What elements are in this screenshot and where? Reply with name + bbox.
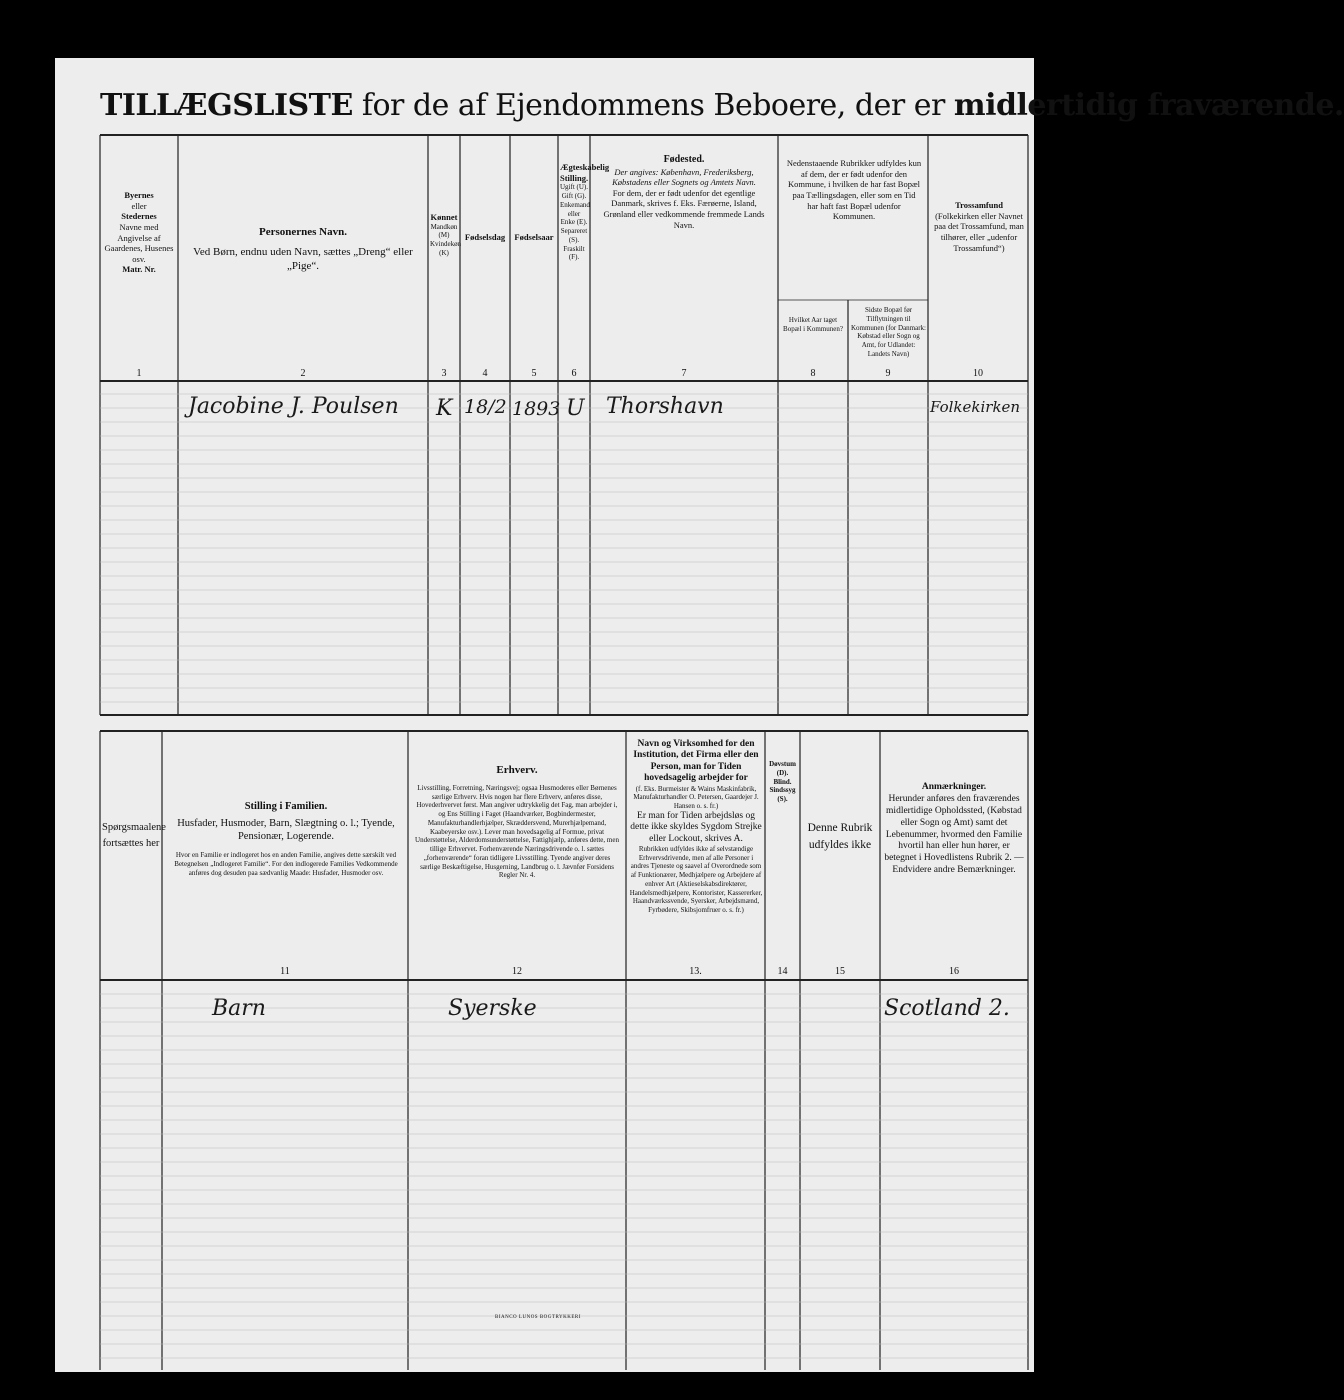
occupation: Syerske (448, 996, 537, 1021)
header-col12-a: Erhverv. (496, 764, 538, 776)
header-col13-c: Er man for Tiden arbejdsløs og dette ikke skyldes Sygdom Strejke eller Lockout, skrives A. (630, 810, 762, 844)
header-col2 (182, 226, 424, 273)
col-number-8: 8 (810, 368, 816, 379)
header-col6 (560, 162, 610, 262)
header-col10-b: (Folkekirken eller Navnet paa det Trossamfund, man tilhører, eller „udenfor Trossamfund“) (934, 210, 1024, 253)
col-number-10: 10 (973, 368, 983, 379)
header-col1-e: Matr. Nr. (122, 264, 156, 275)
header-col3 (430, 212, 462, 258)
header-col16-a: Anmærkninger. (921, 782, 987, 792)
header-col15: Denne Rubrik udfyldes ikke (807, 822, 873, 852)
col-number-13: 13. (689, 966, 702, 977)
printer-imprint: BIANCO LUNOS BOGTRYKKERI (495, 1315, 581, 1320)
col-number-3: 3 (441, 368, 447, 379)
person-birthyear: 1893 (512, 398, 561, 420)
col-number-15: 15 (835, 966, 845, 977)
header-col3-a: Kønnet (430, 212, 458, 222)
header-col1-a: Byernes (124, 190, 154, 200)
title-middle: for de af Ejendommens Beboere, der er (361, 88, 945, 123)
header-col5: Fødselsaar (514, 232, 554, 242)
header-col2-a: Personernes Navn. (259, 226, 347, 238)
header-col7 (596, 154, 772, 230)
title-end: midlertidig fraværende. (953, 88, 1344, 123)
col-number-2: 2 (300, 368, 306, 379)
person-marital-status: U (566, 396, 585, 421)
header-col16-b: Herunder anføres den fraværendes midlertidige Opholdssted, (Købstad eller Sogn og Amt) samt det Lebenummer, hvormed den Familie hvortil han eller hun hører, er betegnet i Hovedlistens Rubrik 2. — Endvidere andre Bemærkninger. (884, 793, 1024, 876)
col-number-12: 12 (512, 966, 522, 977)
header-col10 (932, 200, 1026, 253)
col-number-16: 16 (949, 966, 959, 977)
person-sex: K (436, 396, 453, 421)
header-col9: Sidste Bopæl før Tilflytningen til Kommunen (for Danmark: Købstad eller Sogn og Amt, for Udlandet: Landets Navn) (850, 306, 927, 358)
header-col11 (170, 800, 402, 878)
header-col13-a: Navn og Virksomhed for den Institution, det Firma eller den Person, man for Tiden hovedsagelig arbejder for (633, 739, 759, 784)
header-col89: Nedenstaaende Rubrikker udfyldes kun af dem, der er født udenfor den Kommune, i hvilken de har fast Bopæl paa Tællingsdagen, eller som en Tid har haft fast Bopæl udenfor Kommunen. (786, 158, 922, 222)
header-col12 (414, 764, 620, 880)
header-col6-a: Ægteskabelig Stilling. (560, 162, 610, 183)
family-position: Barn (212, 996, 266, 1021)
header-col11-a: Stilling i Familien. (244, 801, 328, 812)
person-name: Jacobine J. Poulsen (188, 394, 399, 419)
header-col10b: Spørgsmaalene fortsættes her (102, 822, 166, 849)
header-col1-d: Navne med Angivelse af Gaardenes, Husenes osv. (104, 221, 174, 264)
header-col8: Hvilket Aar taget Bopæl i Kommunen? (783, 316, 843, 333)
person-religion: Folkekirken (930, 398, 1021, 416)
header-col11-c: Hvor en Familie er indlogeret hos en anden Familie, angives dette særskilt ved Betegnelsen „Indlogeret Familie“. For den indlogerede Families Vedkommende anføres dog desuden paa sædvanlig Maade: Husfader, Husmoder osv. (174, 851, 398, 877)
col-number-14: 14 (777, 966, 788, 977)
header-col13 (629, 739, 763, 915)
col-number-11: 11 (280, 966, 290, 977)
col-number-4: 4 (482, 368, 488, 379)
header-col13-b: (f. Eks. Burmeister & Wains Maskinfabrik, Manufakturhandler O. Petersen, Gaardejer J. Hansen o. s. fr.) (633, 784, 759, 811)
person-birthday: 18/2 (464, 396, 507, 418)
header-col7-b: Der angives: København, Frederiksberg, Købstadens eller Sognets og Amtets Navn. (612, 166, 756, 188)
header-col4: Fødselsdag (464, 232, 506, 242)
col-number-9: 9 (885, 368, 891, 379)
header-col13-d: Rubrikken udfyldes ikke af selvstændige Erhvervsdrivende, men af alle Personer i andres Tjeneste og saavel af Overordnede som af Funktionærer, Medhjælpere og Arbejdere af enhver Art (Aktieselskabsdirektører, Handelsmedhjælpere, Kontorister, Kassererker, Haandværkssvende, Syersker, Arbejdsmænd, Fyrbødere, Skibsjomfruer o. s. fr.) (629, 844, 763, 915)
header-col16 (884, 782, 1024, 877)
header-col6-b: Ugift (U). Gift (G). Enkemand eller Enke (E). Separeret (S). Fraskilt (F). (560, 183, 590, 262)
header-col1-c: Stedernes (121, 211, 157, 222)
header-col14: Døvstum (D). Blind. Sindssyg (S). (769, 760, 796, 803)
header-col1-b: eller (131, 200, 147, 211)
header-col3-b: Mandkøn (M) Kvindekøn (K) (430, 222, 462, 257)
col-number-7: 7 (681, 368, 687, 379)
person-birthplace: Thorshavn (606, 394, 724, 419)
col-number-5: 5 (531, 368, 537, 379)
header-col10-a: Trossamfund (955, 200, 1003, 210)
header-col11-b: Husfader, Husmoder, Barn, Slægtning o. l.; Tyende, Pensionær, Logerende. (177, 818, 395, 843)
header-col2-b: Ved Børn, endnu uden Navn, sættes „Dreng“ eller „Pige“. (193, 245, 413, 272)
title-main: TILLÆGSLISTE (100, 88, 353, 123)
remarks: Scotland 2. (884, 996, 1010, 1021)
col-number-1: 1 (136, 368, 142, 379)
header-col7-c: For dem, der er født udenfor det egentlige Danmark, skrives f. Eks. Færøerne, Island, Grønland eller vedkommende fremmede Lands Navn. (603, 187, 765, 230)
col-number-6: 6 (571, 368, 577, 379)
header-col1 (102, 190, 176, 275)
header-col7-a: Fødested. (663, 154, 705, 165)
header-col12-b: Livsstilling, Forretning, Næringsvej; ogsaa Husmoderes eller Børnenes særlige Erhverv. Hvis nogen har flere Erhverv, anføres disse, Hovederhvervet først. Man angiver udtrykkelig det Fag, man arbejder i, og Ens Stilling i Faget (Haandværker, Bogbindermester, Manufakturhandlerhjælper, Skræddersvend, Murerhjælpemand, Kaabeyerske osv.). Lever man hovedsagelig af Formue, privat Understøttelse, Alderdomsunderstøttelse, Fattighjælp, anføres dette, men tillige Erhvervet. Forhenværende Næringsdrivende o. l. sættes „forhenværende“ foran tidligere Livsstilling. Tyende angiver deres særlige Beskæftigelse, Husgerning, Landbrug o. l. Jævnfør Forsidens Regler Nr. 4. (415, 783, 619, 880)
